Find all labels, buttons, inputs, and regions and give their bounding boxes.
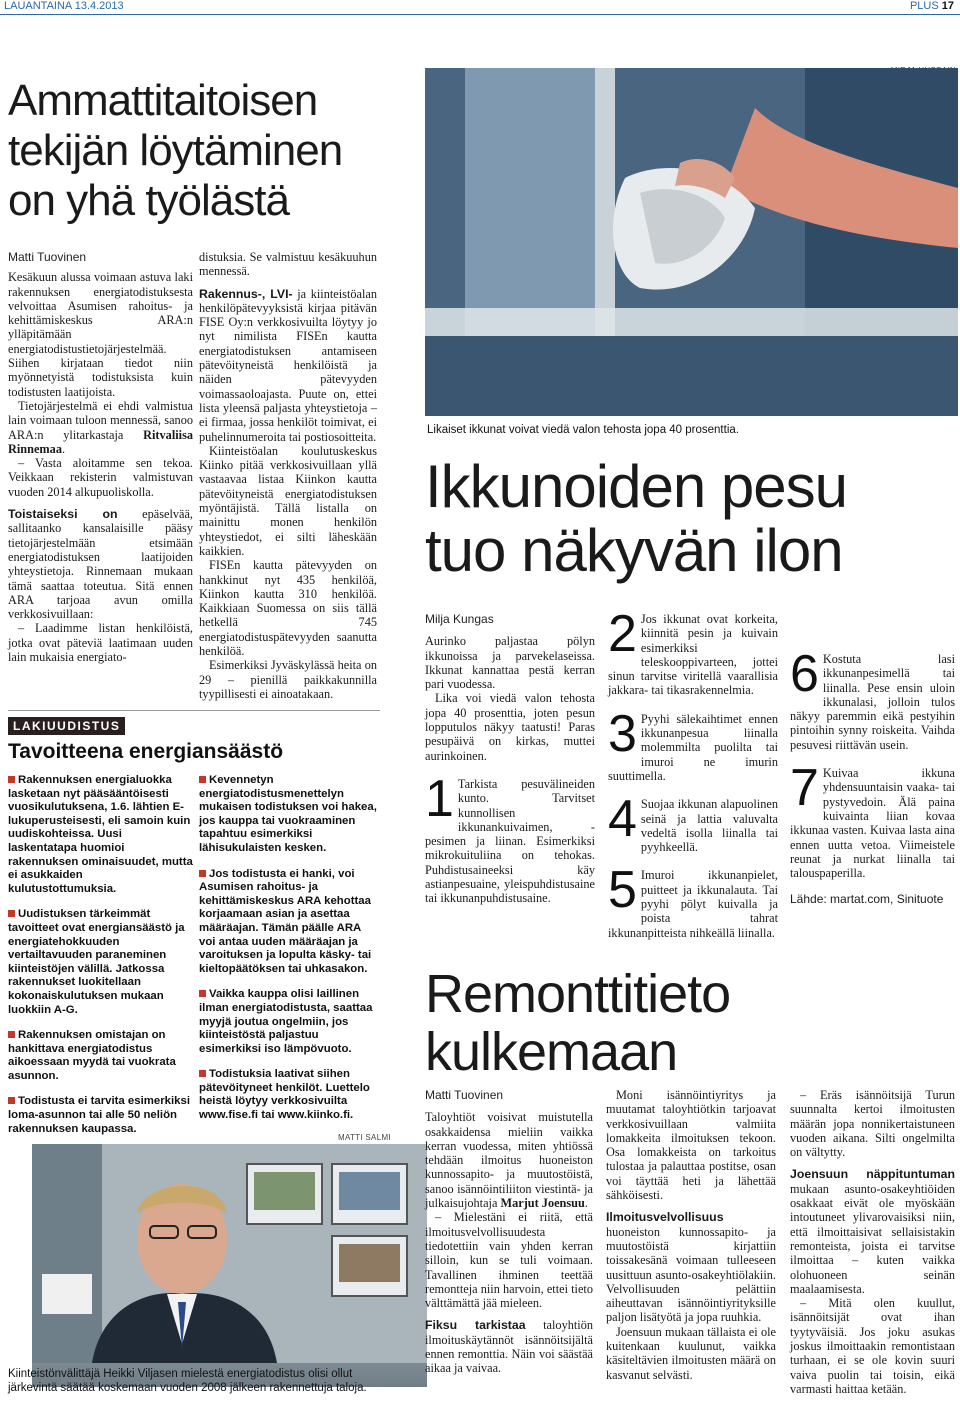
tip-item bbox=[425, 769, 595, 906]
tip-item bbox=[608, 790, 778, 855]
photo2-caption: Kiinteistönvälittäjä Heikki Viljasen mielestä energiatodistus olisi ollut järkevintä säätää koskemaan vuoden 2008 jälkeen rakennettuja taloja. bbox=[8, 1368, 367, 1394]
fact-item: Todistuksia laativat siihen pätevöityneet henkilöt. Luettelo heistä löytyy verkkosivuilta www.fise.fi tai www.kiinko.fi. bbox=[199, 1068, 370, 1122]
photo1-caption: Likaiset ikkunat voivat viedä valon tehosta jopa 40 prosenttia. bbox=[427, 424, 739, 436]
header-rule bbox=[0, 14, 960, 15]
section-name: PLUS bbox=[909, 0, 939, 12]
issue-date: LAUANTAINA 13.4.2013 bbox=[4, 0, 124, 12]
article3-column-1 bbox=[425, 1088, 593, 1376]
page-header bbox=[0, 0, 960, 12]
bullet-icon bbox=[8, 1097, 15, 1104]
tip-number: 6 bbox=[790, 645, 819, 703]
paragraph: FISEn kautta pätevyyden on hankkinut nyt 435 henkilöä, Kiinkon kautta 310 henkilöä. Kaikkiaan Suomessa on siis tällä hetkellä 745 energiatodistuspätevyyden saanutta henkilöä. bbox=[199, 558, 377, 659]
fact-item: Uudistuksen tärkeimmät tavoitteet ovat energiansäästö ja energiatehokkuuden vertailtavuuden paraneminen kiinteistöjen välillä. Jatkossa rakennukset luokitellaan kokonaiskulutuksen mukaan luokkiin A-G. bbox=[8, 908, 185, 1016]
tip-item bbox=[608, 861, 778, 940]
lead-in: Joensuun näppituntuman bbox=[790, 1167, 955, 1182]
bullet-icon bbox=[8, 910, 15, 917]
article3-column-3 bbox=[790, 1088, 955, 1396]
portrait-illustration bbox=[32, 1144, 427, 1363]
bullet-icon bbox=[199, 870, 206, 877]
article1-column-2 bbox=[199, 250, 377, 701]
tip-item bbox=[608, 605, 778, 698]
article2-column-2 bbox=[608, 605, 778, 940]
tip-item bbox=[790, 759, 955, 881]
tip-number: 7 bbox=[790, 759, 819, 818]
bullet-icon bbox=[199, 1070, 206, 1077]
paragraph: Aurinko paljastaa pölyn ikkunoissa ja parvekelaseissa. Ikkunat kannattaa pestä kerran pari vuodessa. bbox=[425, 634, 595, 692]
bullet-icon bbox=[199, 990, 206, 997]
window-cleaning-illustration bbox=[425, 68, 958, 416]
article2-title-line: Ikkunoiden pesu bbox=[425, 453, 847, 520]
fact-item: Jos todistusta ei hanki, voi Asumisen rahoitus- ja kehittämiskeskus ARA kehottaa korjaamaan asian ja asettaa määräajan. Tämän päälle ARA voi antaa uuden määräajan ja varoituksen ja lopulta käsky- tai kieltopäätöksen tai uhkasakon. bbox=[199, 867, 372, 975]
article3-column-2 bbox=[606, 1088, 776, 1382]
tip-number: 2 bbox=[608, 605, 637, 663]
article3-title bbox=[425, 965, 825, 1081]
article3-byline: Matti Tuovinen bbox=[425, 1088, 504, 1102]
paragraph: Toistaiseksi on epäselvää, sallitaanko kansalaisille pääsy tietojärjestelmään etsimään energiatodistuksen laatijoiden yhteystietoja. Rinnemaan mukaan tämä saattaa toteutua. Sitä ennen ARA tarjoaa avun omilla verkkosivuillaan: bbox=[8, 507, 193, 622]
paragraph: Ilmoitusvelvollisuus huoneiston kunnossapito- ja muutostöistä kirjattiin toissakesänä voimaan tulleeseen uusittuun asunto-osakeyhtiölakiin. Velvollisuuden pelättiin aiheuttavan isännöintiyrityksille paljon lisätyötä ja jopa ruuhkia. bbox=[606, 1210, 776, 1325]
factbox-title: Tavoitteena energiansäästö bbox=[8, 740, 284, 763]
bullet-icon bbox=[8, 776, 15, 783]
paragraph: – Laadimme listan henkilöistä, jotka ovat päteviä laatimaan uuden lain mukaisia energiato- bbox=[8, 621, 193, 665]
fact-item: Vaikka kauppa olisi laillinen ilman energiatodistusta, saattaa myyjä joutua ongelmiin, jos kiinteistöstä paljastuu esimerkiksi iso lämpövuoto. bbox=[199, 988, 373, 1055]
article1-byline: Matti Tuovinen bbox=[8, 250, 87, 264]
lead-in: Rakennus-, LVI- bbox=[199, 286, 293, 301]
paragraph: distuksia. Se valmistuu kesäkuuhun mennessä. bbox=[199, 250, 377, 279]
tip-number: 3 bbox=[608, 704, 637, 763]
paragraph: Moni isännöintiyritys ja muutamat taloyhtiötkin tarjoavat verkkosivuillaan valmiita lomakkeita ilmoituksen tekoon. Osa lomakkeista on tarkoitus tulostaa ja palauttaa postitse, osan voi täyttää heti ja lähettää sähköisesti. bbox=[606, 1088, 776, 1203]
paragraph: Tietojärjestelmä ei ehdi valmistua lain voimaan tuloon mennessä, sanoo ARA:n ylitarkastaja Ritvaliisa Rinnemaa. bbox=[8, 398, 193, 456]
bullet-icon bbox=[199, 776, 206, 783]
paragraph: Fiksu tarkistaa taloyhtiön ilmoituskäytännöt isännöitsijältä ennen remonttia. Näin voi säästää aikaa ja vaivaa. bbox=[425, 1318, 593, 1376]
paragraph: Kesäkuun alussa voimaan astuva laki rakennuksen energiatodistuksesta velvoittaa Asumisen rahoitus- ja kehittämiskeskus ARA:n ylläpitämään energiatodistustietojärjestelmää. Siihen kirjataan tiedot niin myönnetyistä todistuksista kuin todistusten laatijoista. bbox=[8, 270, 193, 399]
paragraph: – Eräs isännöitsijä Turun suunnalta kertoi ilmoitusten määrän jopa nonnikertaistuneen vuoden aikana. Silti ongelmilta on vältytty. bbox=[790, 1088, 955, 1160]
fact-item: Kevennetyn energiatodistusmenettelyn mukaisen todistuksen voi hakea, jos kauppa tai vuokraaminen tapahtuu esimerkiksi lähisukulaisten kesken. bbox=[199, 774, 377, 854]
fact-item: Rakennuksen energialuokka lasketaan nyt pääsääntöisesti vuosikulutuksena, 1.6. lähtien E-lukuperusteisesti, eli samoin kuin uudiskohteissa. Uusi laskentatapa huomioi rakennuksen ominaisuudet, mutta ei asukkaiden kulutustottumuksia. bbox=[8, 774, 193, 895]
tip-text: Pyyhi sälekaihtimet ennen ikkunanpesua liinalla molemmilta puolilta tai imuroi ne imurin suuttimella. bbox=[608, 711, 778, 783]
article2-title bbox=[425, 455, 955, 583]
article2-title-line: tuo näkyvän ilon bbox=[425, 517, 843, 584]
tip-item bbox=[790, 645, 955, 752]
lead-in: Ilmoitusvelvollisuus bbox=[606, 1210, 724, 1225]
paragraph: Joensuun mukaan tällaista ei ole kuitenkaan kuulunut, vaikka käsiteltävien ilmoitusten määrä on kasvanut selvästi. bbox=[606, 1324, 776, 1382]
paragraph: Rakennus-, LVI- ja kiinteistöalan henkilöpätevyyksistä kirjaa pitävän FISE Oy:n verkkosivuilta löytyy jo nyt nimilista FISEn kautta energiatodistuksen antamiseen pätevöityneistä henkilöistä ja näiden pätevyyden voimassaoloajasta. Puute on, ettei lista yleensä paljasta yhteystietoja – ei firmaa, jossa henkilöt toimivat, ei puhelinnumeroita tai postiosoitteita. bbox=[199, 286, 377, 444]
paragraph: Esimerkiksi Jyväskylässä heita on 29 – pienillä paikkakunnilla tyypillisesti ei ainoatakaan. bbox=[199, 658, 377, 701]
paragraph: – Mielestäni ei riitä, että ilmoitusvelvollisuudesta tiedotettiin vain yhden kerran silloin, kun se tuli voimaan. Tavallinen ihminen teettää remontteja niin harvoin, ettei tieto välttämättä jää mieleen. bbox=[425, 1210, 593, 1311]
paragraph: Taloyhtiöt voisivat muistutella osakkaidensa mieliin vaikka kerran vuodessa, miten yhtiössä tehdään ilmoitus huoneiston kunnossapito- ja muutostöistä, sanoo isännöintiliiton viestintä- ja julkaisujohtaja Marjut Joensuu. bbox=[425, 1110, 593, 1211]
tip-number: 1 bbox=[425, 769, 454, 828]
article1-title bbox=[8, 76, 408, 226]
article1-title-line: on yhä työlästä bbox=[8, 176, 289, 225]
tip-item bbox=[608, 704, 778, 783]
photo-credit: MATTI SALMI bbox=[338, 1133, 391, 1142]
tip-text: Kuivaa ikkuna yhdensuuntaisin vaaka- tai pystyvedoin. Älä paina kuivainta liian kovaa ikkunaa vasten. Kuivaa lasta aina ennen uutta vetoa. Viimeistele reunat ja nurkat liinalla tai talouspaperilla. bbox=[790, 766, 955, 881]
lead-in: Fiksu tarkistaa bbox=[425, 1318, 526, 1333]
tip-text: Imuroi ikkunanpielet, puitteet ja ikkunalauta. Tai pyyhi pölyt kuivalla ja poista tahrat ikkunanpitteista nihkeällä liinalla. bbox=[608, 868, 778, 940]
paragraph: – Mitä olen kuullut, isännöitsijät ovat ihan tyytyväisiä. Jos joku asukas joskus ilmoittaakin remontistaan turhaan, ei se ole kovin suuri vaiva puolin tai toisin, eikä varmasti haittaa ketään. bbox=[790, 1296, 955, 1396]
source-note: Lähde: martat.com, Sinituote bbox=[790, 892, 944, 907]
paragraph: Kiinteistöalan koulutuskeskus Kiinko pitää verkkosivuillaan yllä vastaavaa listaa Kiinkon kautta pätevöityneistä energiatodistuksen myöntäjistä. Tällä listalla on mainittu monen henkilön yhteystiedot, ei silti läheskään kaikkien. bbox=[199, 443, 377, 558]
paragraph: Joensuun näppituntuman mukaan asunto-osakeyhtiöiden osakkaat eivät ole myöskään intoutuneet ylivarovaisiksi niin, että ilmoittaisivat sellaisistakin remonteista, joista ei tarvitse ilmoittaa – kuten vaikka olohuoneen seinän maalaamisesta. bbox=[790, 1167, 955, 1296]
person-name: Marjut Joensuu bbox=[500, 1196, 585, 1211]
fact-item: Todistusta ei tarvita esimerkiksi loma-asunnon tai alle 50 neliön rakennuksen kaupassa. bbox=[8, 1095, 190, 1135]
article2-byline: Milja Kungas bbox=[425, 612, 494, 626]
article1-title-line: Ammattitaitoisen bbox=[8, 76, 318, 125]
portrait-photo bbox=[32, 1144, 427, 1387]
tip-number: 5 bbox=[608, 861, 637, 920]
factbox-left-column bbox=[8, 774, 193, 1148]
article2-column-3 bbox=[790, 612, 955, 907]
lead-in: Toistaiseksi on bbox=[8, 507, 118, 522]
paragraph: – Vasta aloitamme sen tekoa. Veikkaan rekisterin valmistuvan vuoden 2014 alkupuoliskolla. bbox=[8, 456, 193, 499]
window-cleaning-photo bbox=[425, 68, 958, 416]
factbox-right-column bbox=[199, 774, 379, 1135]
section-label bbox=[910, 0, 954, 12]
article3-title-line: Remonttitieto bbox=[425, 964, 731, 1024]
paragraph: Lika voi viedä valon tehosta jopa 40 prosenttia, joten pesun lopputulos näkyy taatusti! Paras pesupäivä on kirkas, muttei aurinkoinen. bbox=[425, 691, 595, 763]
person-name: Ritvaliisa Rinnemaa bbox=[8, 427, 193, 456]
tip-text: Jos ikkunat ovat korkeita, kiinnitä pesin ja kuivain esimerkiksi teleskooppivarteen, jottei sinun tarvitse viritellä vaarallisia jakkara- tai tikasrakennelmia. bbox=[608, 612, 778, 698]
article2-column-1 bbox=[425, 612, 595, 906]
tip-number: 4 bbox=[608, 790, 637, 849]
factbox-rule bbox=[8, 710, 380, 711]
article3-title-line: kulkemaan bbox=[425, 1022, 678, 1082]
bullet-icon bbox=[8, 1031, 15, 1038]
page-number: 17 bbox=[941, 0, 954, 12]
tip-text: Kostuta lasi ikkunanpesimellä tai liinalla. Pese ensin uloin ikkunalasi, jolloin tulos näkyy paremmin eikä pestyihin pintoihin synny roiskeita. Vaihda pesuvesi riittävän usein. bbox=[790, 652, 955, 752]
article1-column-1 bbox=[8, 250, 193, 664]
factbox-tag: LAKIUUDISTUS bbox=[8, 717, 125, 735]
tip-text: Tarkista pesuvälineiden kunto. Tarvitset kunnollisen ikkunankuivaimen, -pesimen ja liinan. Esimerkiksi mikrokuituliina on tehokas. Puhdistusaineeksi käy astianpesuaine, yleispuhdistusaine tai ikkunanpuhdistusaine. bbox=[425, 776, 595, 906]
article1-title-line: tekijän löytäminen bbox=[8, 126, 343, 175]
tip-text: Suojaa ikkunan alapuolinen seinä ja lattia valuvalta vedeltä isolla liinalla tai pyyhkeellä. bbox=[640, 797, 778, 855]
fact-item: Rakennuksen omistajan on hankittava energiatodistus aikoessaan myydä tai vuokrata asunnon. bbox=[8, 1029, 176, 1082]
